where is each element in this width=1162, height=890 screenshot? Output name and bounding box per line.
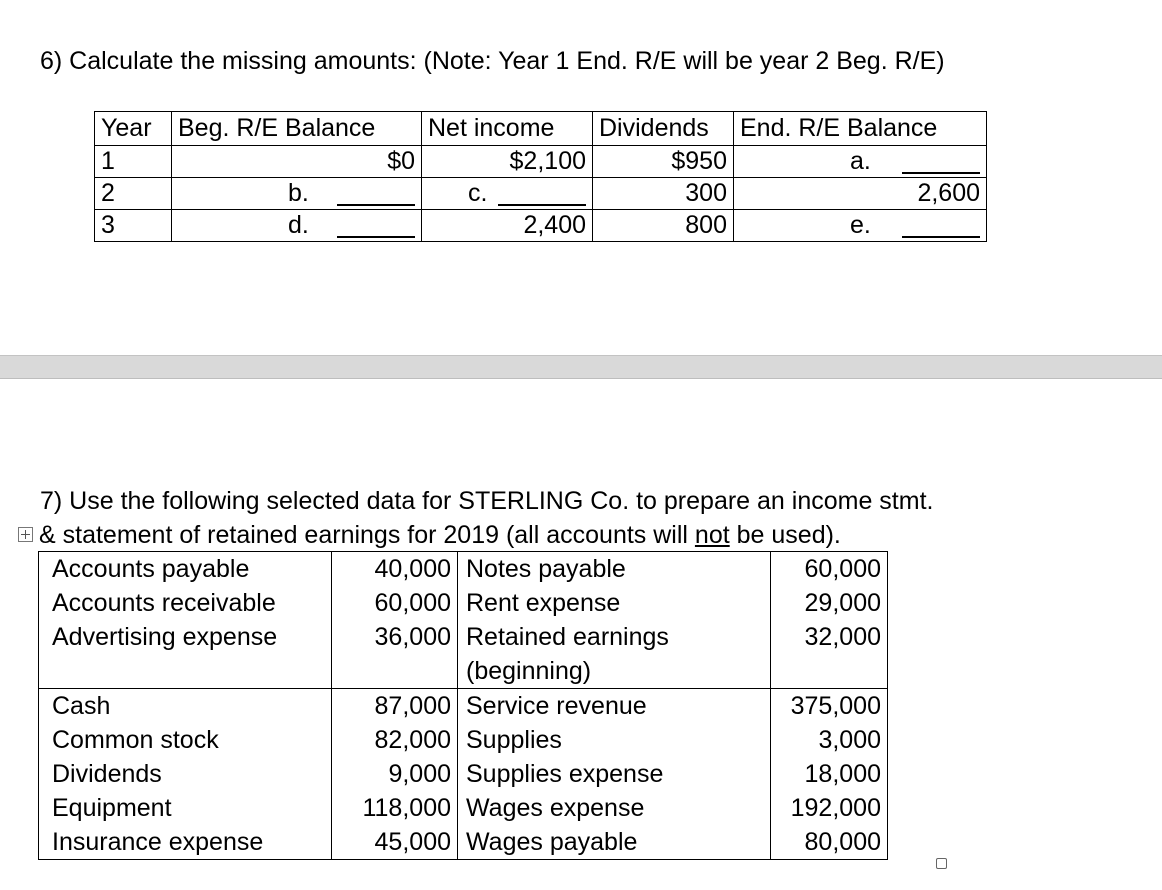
answer-letter-c: c. — [468, 179, 488, 207]
account-value: 9,000 — [332, 757, 458, 791]
answer-blank-c[interactable] — [498, 182, 586, 206]
question-7-line-2 — [18, 518, 1118, 552]
account-name: Rent expense — [458, 586, 771, 620]
table-row — [39, 586, 888, 620]
missing-amounts-table — [94, 111, 987, 242]
page-break-divider — [0, 355, 1162, 379]
question-7-line-2-end: be used). — [729, 521, 841, 549]
account-name: Advertising expense — [39, 620, 332, 689]
table-row — [39, 689, 888, 724]
account-name: Dividends — [39, 757, 332, 791]
question-7-line-1: 7) Use the following selected data for STERLING Co. to prepare an income stmt. — [40, 487, 934, 515]
beg-re-cell[interactable] — [172, 210, 422, 242]
question-7-line-2-start: & statement of retained earnings for 2019 (all accounts will — [39, 521, 695, 549]
account-value: 80,000 — [771, 825, 888, 860]
account-value: 82,000 — [332, 723, 458, 757]
year-cell: 1 — [95, 146, 172, 178]
year-cell: 3 — [95, 210, 172, 242]
table-row — [39, 825, 888, 860]
beg-re-cell[interactable] — [172, 178, 422, 210]
table-header-row — [95, 112, 987, 146]
account-name: Wages payable — [458, 825, 771, 860]
table-row — [39, 620, 888, 689]
account-name: Accounts payable — [39, 552, 332, 587]
account-value: 3,000 — [771, 723, 888, 757]
end-re-cell[interactable] — [734, 146, 987, 178]
beg-re-cell: $0 — [172, 146, 422, 178]
account-name: Notes payable — [458, 552, 771, 587]
year-cell: 2 — [95, 178, 172, 210]
account-value: 32,000 — [771, 620, 888, 689]
answer-blank-e[interactable] — [902, 214, 980, 238]
account-value: 40,000 — [332, 552, 458, 587]
table-row — [95, 146, 987, 178]
account-value: 29,000 — [771, 586, 888, 620]
table-row — [39, 791, 888, 825]
table-row — [95, 210, 987, 242]
table-row — [39, 757, 888, 791]
answer-blank-b[interactable] — [337, 182, 415, 206]
account-name: Equipment — [39, 791, 332, 825]
account-value: 118,000 — [332, 791, 458, 825]
end-re-cell[interactable] — [734, 210, 987, 242]
net-income-cell[interactable] — [422, 178, 593, 210]
dividends-cell: $950 — [593, 146, 734, 178]
account-name: Wages expense — [458, 791, 771, 825]
net-income-cell: $2,100 — [422, 146, 593, 178]
answer-blank-d[interactable] — [337, 214, 415, 238]
account-value: 192,000 — [771, 791, 888, 825]
answer-blank-a[interactable] — [902, 150, 980, 174]
account-name: Retained earnings (beginning) — [458, 620, 771, 689]
table-row — [95, 178, 987, 210]
account-name: Accounts receivable — [39, 586, 332, 620]
question-7-title — [40, 484, 1140, 552]
answer-letter-a: a. — [850, 147, 871, 175]
answer-letter-d: d. — [288, 211, 309, 239]
net-income-cell: 2,400 — [422, 210, 593, 242]
account-value: 60,000 — [332, 586, 458, 620]
account-name: Cash — [39, 689, 332, 724]
dividends-cell: 300 — [593, 178, 734, 210]
account-value: 18,000 — [771, 757, 888, 791]
account-value: 375,000 — [771, 689, 888, 724]
account-name: Insurance expense — [39, 825, 332, 860]
answer-letter-e: e. — [850, 211, 871, 239]
question-6-title: 6) Calculate the missing amounts: (Note: Year 1 End. R/E will be year 2 Beg. R/E) — [40, 47, 945, 75]
move-handle-icon[interactable] — [18, 527, 33, 542]
table-row — [39, 723, 888, 757]
header-year: Year — [95, 112, 172, 146]
account-name: Service revenue — [458, 689, 771, 724]
account-name: Common stock — [39, 723, 332, 757]
account-value: 60,000 — [771, 552, 888, 587]
sterling-accounts-table — [38, 551, 888, 860]
account-name: Supplies expense — [458, 757, 771, 791]
account-name: Supplies — [458, 723, 771, 757]
header-net-income: Net income — [422, 112, 593, 146]
answer-letter-b: b. — [288, 179, 309, 207]
emphasis-not: not — [694, 521, 730, 549]
account-value: 87,000 — [332, 689, 458, 724]
dividends-cell: 800 — [593, 210, 734, 242]
header-beg-re: Beg. R/E Balance — [172, 112, 422, 146]
table-row — [39, 552, 888, 587]
account-value: 36,000 — [332, 620, 458, 689]
end-re-cell: 2,600 — [734, 178, 987, 210]
header-dividends: Dividends — [593, 112, 734, 146]
account-value: 45,000 — [332, 825, 458, 860]
header-end-re: End. R/E Balance — [734, 112, 987, 146]
resize-handle-icon[interactable] — [936, 858, 947, 869]
